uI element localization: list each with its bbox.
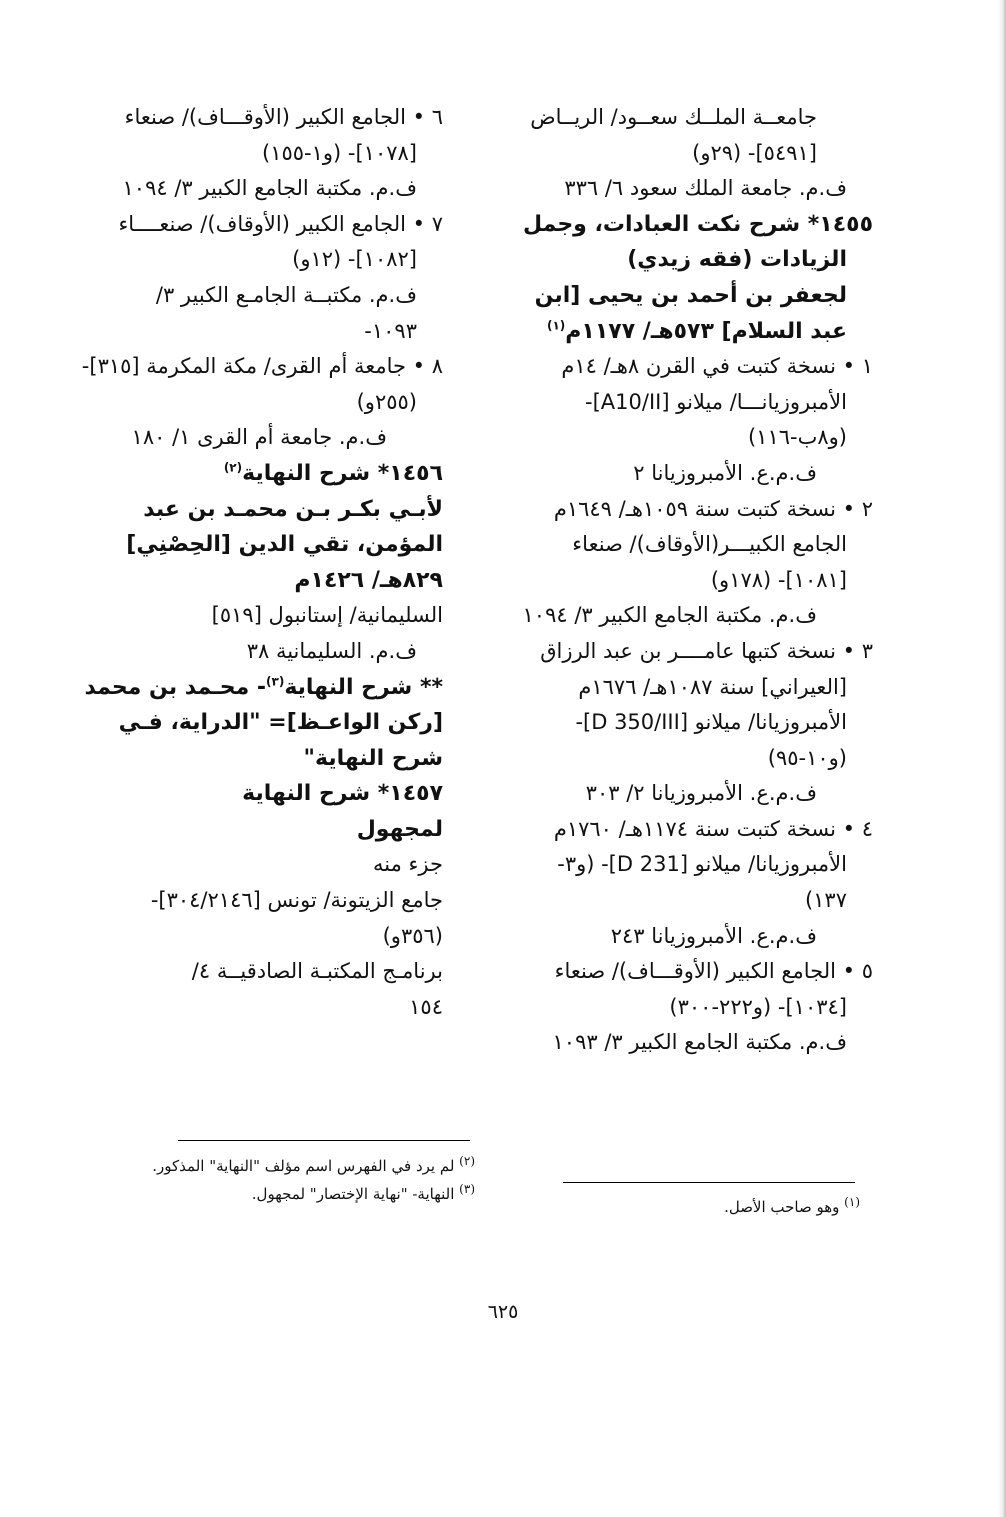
text-line [528, 563, 873, 599]
line-text: ١٣٧) [804, 888, 847, 913]
line-text: ** شرح النهاية [284, 674, 443, 700]
footnote [140, 1180, 475, 1208]
line-text: ف.م. السليمانية ٣٨ [246, 638, 417, 663]
line-text-continued: - محـمد بن محمد [84, 674, 267, 700]
line-text: المؤمن، تقي الدين [الحِصْنِي] [126, 532, 443, 558]
text-line [133, 598, 443, 634]
text-line [528, 527, 873, 563]
footnote-marker[interactable]: (٢) [223, 460, 243, 475]
text-line [133, 634, 443, 670]
text-line [133, 919, 443, 955]
footnote-text: لم يرد في الفهرس اسم مؤلف "النهاية" المذكور. [152, 1157, 460, 1175]
line-text: لأبـي بكـر بـن محمـد بن عبد [143, 496, 443, 522]
line-text: ف.م. مكتبــة الجامـع الكبير ٣/ [155, 282, 417, 307]
line-text: ٢ • نسخة كتبت سنة ١٠٥٩هـ/ ١٦٤٩م [553, 496, 873, 521]
line-text: الأمبروزيانا/ ميلانو [D 231]- (و٣- [557, 852, 847, 877]
line-text: جزء منه [373, 852, 443, 877]
entry-heading-line [528, 314, 873, 350]
text-line [124, 100, 443, 136]
line-text: ف.م. مكتبة الجامع الكبير ٣/ ١٠٩٣ [552, 1030, 847, 1055]
line-text: ف.م.ع. الأمبروزيانا ٢/ ٣٠٣ [585, 781, 817, 806]
text-line [528, 919, 873, 955]
line-text: جامع الزيتونة/ تونس [٣٠٤/٢١٤٦]- [150, 888, 443, 913]
line-text: جامعــة الملــك سعــود/ الريــاض [530, 105, 817, 129]
text-line [528, 420, 873, 456]
line-text: [١٠٣٤]- (و٢٢٢-٣٠٠) [669, 994, 847, 1019]
text-line [528, 990, 873, 1026]
text-line [528, 171, 873, 207]
entry-heading-line [133, 456, 443, 492]
line-text: ف.م.ع. الأمبروزيانا ٢٤٣ [610, 923, 817, 948]
line-text: [١٠٨٢]- (١٢و) [292, 247, 417, 272]
line-text: ف.م.ع. الأمبروزيانا ٢ [633, 460, 817, 485]
text-line [133, 990, 443, 1026]
text-line [528, 705, 873, 741]
text-line [528, 492, 873, 528]
text-line [122, 171, 443, 207]
line-text: ٧ • الجامع الكبير (الأوقاف)/ صنعــــاء [118, 211, 443, 236]
page-number: ٦٢٥ [487, 1301, 519, 1323]
text-line [133, 420, 443, 456]
entry-heading-line [133, 492, 443, 528]
line-text: ٤ • نسخة كتبت سنة ١١٧٤هـ/ ١٧٦٠م [553, 816, 873, 841]
text-line [528, 634, 873, 670]
line-text: الزيادات (فقه زيدي) [627, 247, 847, 273]
line-text: ١٤٥٦* شرح النهاية [242, 460, 443, 486]
page-edge-shadow [998, 0, 1006, 1517]
footnote-marker[interactable]: (١) [546, 318, 566, 333]
line-text: ٣ • نسخة كتبها عامــــر بن عبد الرزاق [540, 638, 873, 663]
text-line [133, 314, 443, 350]
text-line [133, 847, 443, 883]
line-text: الأمبروزيانا/ ميلانو [D 350/III]- [575, 710, 847, 735]
line-text: [ركن الواعـظ]= "الدراية، فـي [118, 710, 443, 736]
line-text: ١٤٥٧* شرح النهاية [242, 781, 443, 807]
entry-heading-line [133, 812, 443, 848]
text-line [528, 883, 873, 919]
footnotes-right [560, 1193, 860, 1221]
entry-heading-line [133, 563, 443, 599]
footnote-number: (١) [844, 1195, 860, 1209]
text-line [133, 242, 443, 278]
entry-heading-line [133, 776, 443, 812]
footnote-rule-right [563, 1182, 855, 1183]
line-text: (٢٥٥و) [356, 389, 417, 414]
footnote-number: (٣) [459, 1182, 475, 1196]
text-line [528, 100, 873, 136]
line-text: السليمانية/ إستانبول [٥١٩] [211, 603, 443, 628]
text-line [81, 349, 443, 385]
line-text: ف.م. جامعة أم القرى ١/ ١٨٠ [131, 425, 387, 450]
entry-heading-line [126, 527, 443, 563]
text-line [522, 598, 873, 634]
line-text: ف.م. مكتبة الجامع الكبير ٣/ ١٠٩٤ [122, 176, 417, 201]
line-text: شرح النهاية" [303, 745, 443, 771]
line-text: [١٠٨١]- (١٧٨و) [710, 567, 847, 592]
line-text: ٨ • جامعة أم القرى/ مكة المكرمة [٣١٥]- [81, 354, 443, 379]
entry-heading-line [84, 670, 443, 706]
entry-heading-line [118, 705, 443, 741]
text-line [133, 883, 443, 919]
line-text: (٣٥٦و) [382, 923, 443, 948]
line-text: برنامـج المكتبـة الصادقيــة ٤/ [191, 959, 443, 984]
text-line [528, 954, 873, 990]
line-text: ٦ • الجامع الكبير (الأوقـــاف)/ صنعاء [124, 105, 443, 129]
text-line [528, 776, 873, 812]
line-text: ف.م. مكتبة الجامع الكبير ٣/ ١٠٩٤ [522, 603, 817, 628]
footnote-rule-left [178, 1140, 470, 1141]
line-text: ١٥٤ [409, 994, 443, 1019]
entry-heading-line [522, 207, 873, 243]
footnote-text: النهاية- "نهاية الإختصار" لمجهول. [251, 1185, 460, 1203]
footnote [140, 1152, 475, 1180]
line-text: الجامع الكبيـــر(الأوقاف)/ صنعاء [572, 532, 847, 557]
right-column [522, 100, 873, 1061]
text-line [528, 670, 873, 706]
text-line [528, 1025, 873, 1061]
text-line [528, 136, 873, 172]
line-text: (و٨ب-١١٦) [747, 425, 847, 450]
text-line [528, 385, 873, 421]
line-text: ف.م. جامعة الملك سعود ٦/ ٣٣٦ [564, 176, 847, 201]
footnote-marker[interactable]: (٣) [266, 674, 285, 689]
line-text: ٨٢٩هـ/ ١٤٢٦م [294, 567, 443, 593]
line-text: ٥ • الجامع الكبير (الأوقـــاف)/ صنعاء [554, 959, 873, 984]
footnotes-left [140, 1152, 475, 1208]
line-text: ١٤٥٥* شرح نكت العبادات، وجمل [522, 211, 873, 237]
text-line [133, 954, 443, 990]
line-text: (و١٠-٩٥) [767, 745, 847, 770]
line-text: [٥٤٩١]- (٢٩و) [692, 140, 817, 165]
entry-heading-line [528, 242, 873, 278]
entry-heading-line [133, 741, 443, 777]
text-line [528, 349, 873, 385]
footnote-number: (٢) [459, 1154, 475, 1168]
line-text: ١ • نسخة كتبت في القرن ٨هـ/ ١٤م [561, 354, 873, 379]
line-text: عبد السلام] ٥٧٣هـ/ ١١٧٧م [565, 318, 847, 344]
line-text: لمجهول [356, 816, 443, 842]
entry-heading-line [528, 278, 873, 314]
left-column [81, 100, 443, 1025]
line-text: [١٠٧٨]- (و١-١٥٥) [261, 140, 417, 165]
text-line [528, 812, 873, 848]
text-line [133, 385, 443, 421]
text-line [528, 456, 873, 492]
text-line [528, 847, 873, 883]
footnote [560, 1193, 860, 1221]
text-line [133, 136, 443, 172]
line-text: [العيراني] سنة ١٠٨٧هـ/ ١٦٧٦م [578, 674, 847, 699]
line-text: الأمبروزيانـــا/ ميلانو [A10/II]- [585, 389, 847, 414]
text-line [118, 207, 443, 243]
line-text: ١٠٩٣- [364, 318, 417, 343]
footnote-text: وهو صاحب الأصل. [724, 1198, 845, 1216]
text-line [528, 741, 873, 777]
text-line [133, 278, 443, 314]
line-text: لجعفر بن أحمد بن يحيى [ابن [534, 282, 847, 308]
